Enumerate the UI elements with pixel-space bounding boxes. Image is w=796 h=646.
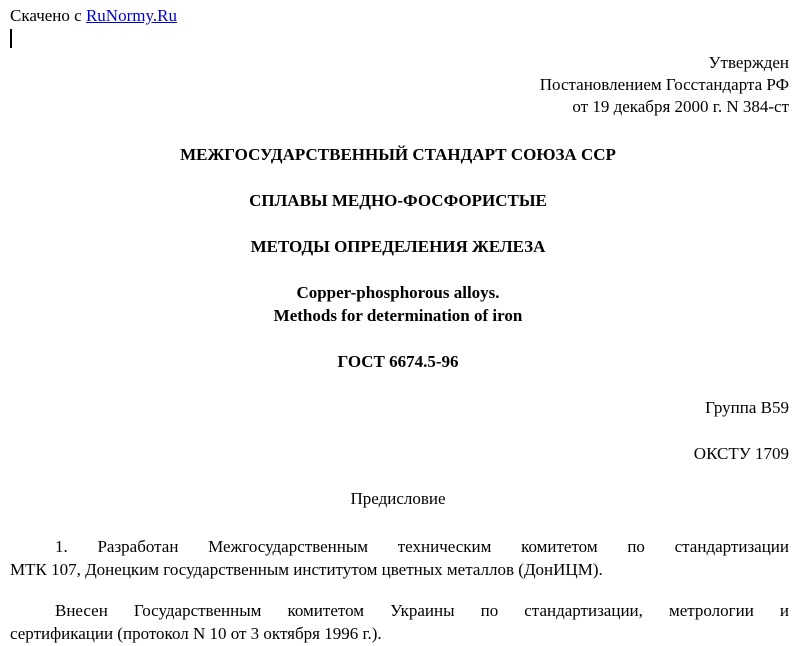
paragraph-2-line-1: Внесен Государственным комитетом Украины по стандартизации, метрологии и: [55, 601, 789, 620]
document-subtitle: МЕТОДЫ ОПРЕДЕЛЕНИЯ ЖЕЛЕЗА: [250, 237, 546, 256]
preface-paragraph-1: [10, 535, 789, 581]
okstu-code: ОКСТУ 1709: [693, 444, 789, 463]
approval-block: [540, 52, 789, 118]
paragraph-2-line-2: сертификации (протокол N 10 от 3 октября 1996 г.).: [10, 624, 382, 643]
source-prefix: Скачено с: [10, 6, 82, 25]
standard-type-title: МЕЖГОСУДАРСТВЕННЫЙ СТАНДАРТ СОЮЗА ССР: [180, 145, 616, 164]
source-line: [10, 6, 177, 26]
source-link[interactable]: RuNormy.Ru: [85, 6, 177, 25]
paragraph-1-line-2: МТК 107, Донецким государственным институтом цветных металлов (ДонИЦМ).: [10, 560, 603, 579]
preface-heading: Предисловие: [350, 489, 446, 508]
paragraph-1-line-1: 1. Разработан Межгосударственным техническим комитетом по стандартизации: [55, 537, 789, 556]
group-code: Группа В59: [705, 398, 789, 417]
approval-line-2: Постановлением Госстандарта РФ: [539, 75, 789, 94]
gost-number: ГОСТ 6674.5-96: [337, 352, 459, 371]
text-cursor: [10, 29, 12, 48]
document-title: СПЛАВЫ МЕДНО-ФОСФОРИСТЫЕ: [249, 191, 547, 210]
english-title-line-1: Copper-phosphorous alloys.: [296, 283, 500, 302]
preface-paragraph-2: [10, 599, 789, 645]
approval-line-3: от 19 декабря 2000 г. N 384-ст: [572, 97, 789, 116]
english-title-line-2: Methods for determination of iron: [273, 306, 523, 325]
approval-line-1: Утвержден: [708, 53, 789, 72]
